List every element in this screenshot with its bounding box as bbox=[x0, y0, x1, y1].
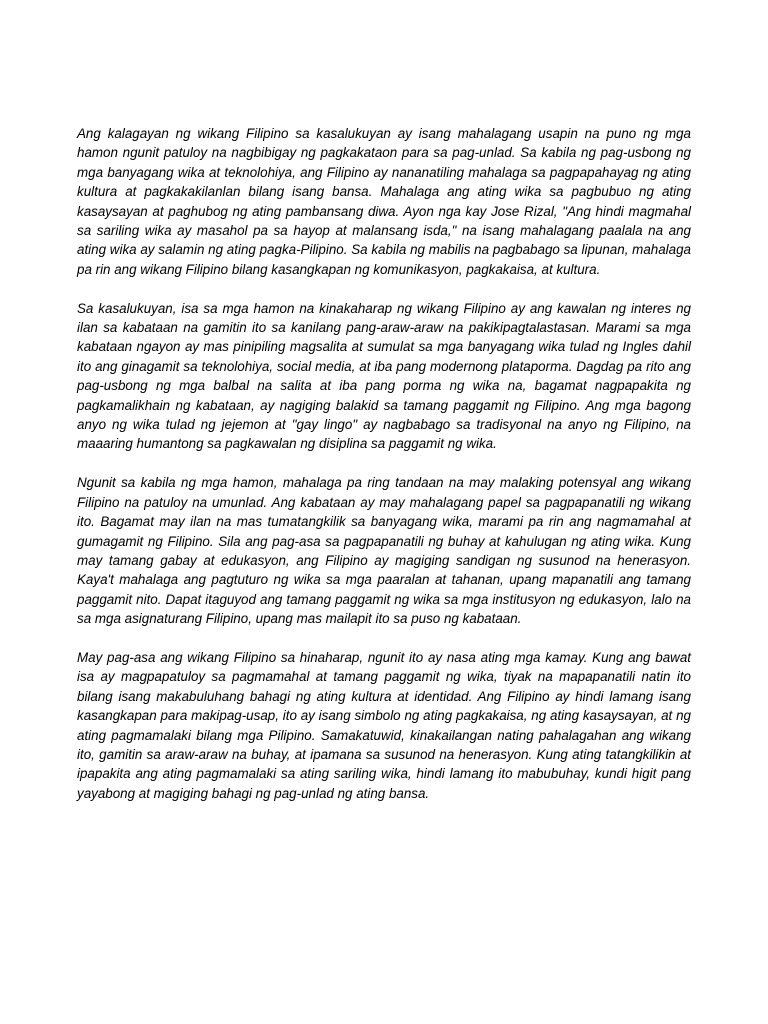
paragraph-1: Ang kalagayan ng wikang Filipino sa kasalukuyan ay isang mahalagang usapin na puno ng mga hamon ngunit patuloy na nagbibigay ng pagkakataon para sa pag-unlad. Sa kabila ng pag-usbong ng mga banyagang wika at teknolohiya, ang Filipino ay nananatiling mahalaga sa pagpapahayag ng ating kultura at pagkakakilanlan bilang isang bansa. Mahalaga ang ating wika sa pagbubuo ng ating kasaysayan at paghubog ng ating pambansang diwa. Ayon nga kay Jose Rizal, "Ang hindi magmahal sa sariling wika ay masahol pa sa hayop at malansang isda," na isang mahalagang paalala na ang ating wika ay salamin ng ating pagka-Pilipino. Sa kabila ng mabilis na pagbabago sa lipunan, mahalaga pa rin ang wikang Filipino bilang kasangkapan ng komunikasyon, pagkakaisa, at kultura. bbox=[77, 126, 691, 277]
paragraph-4: May pag-asa ang wikang Filipino sa hinaharap, ngunit ito ay nasa ating mga kamay. Kung ang bawat isa ay magpapatuloy sa pagmamahal at tamang paggamit ng wika, tiyak na mapapanatili natin ito bilang isang makabuluhang bahagi ng ating kultura at identidad. Ang Filipino ay hindi lamang isang kasangkapan para makipag-usap, ito ay isang simbolo ng ating pagkakaisa, ng ating kasaysayan, at ng ating pagmamalaki bilang mga Pilipino. Samakatuwid, kinakailangan nating pahalagahan ang wikang ito, gamitin sa araw-araw na buhay, at ipamana sa susunod na henerasyon. Kung ating tatangkilikin at ipapakita ang ating pagmamalaki sa ating sariling wika, hindi lamang ito mabubuhay, kundi higit pang yayabong at magiging bahagi ng pag-unlad ng ating bansa. bbox=[77, 649, 691, 801]
document-body bbox=[77, 124, 691, 823]
paragraph-3: Ngunit sa kabila ng mga hamon, mahalaga pa ring tandaan na may malaking potensyal ang wikang Filipino na patuloy na umunlad. Ang kabataan ay may mahalagang papel sa pagpapanatili ng wikang ito. Bagamat may ilan na mas tumatangkilik sa banyagang wika, marami pa rin ang nagmamahal at gumagamit ng Filipino. Sila ang pag-asa sa pagpapanatili ng buhay at kahulugan ng ating wika. Kung may tamang gabay at edukasyon, ang Filipino ay magiging sandigan ng susunod na henerasyon. Kaya't mahalaga ang pagtuturo ng wika sa mga paaralan at tahanan, upang mapanatili ang tamang paggamit nito. Dapat itaguyod ang tamang paggamit ng wika sa mga institusyon ng edukasyon, lalo na sa mga asignaturang Filipino, upang mas mailapit ito sa puso ng kabataan. bbox=[77, 475, 691, 627]
paragraph-2: Sa kasalukuyan, isa sa mga hamon na kinakaharap ng wikang Filipino ay ang kawalan ng interes ng ilan sa kabataan na gamitin ito sa kanilang pang-araw-araw na pakikipagtalastasan. Marami sa mga kabataan ngayon ay mas pinipiling magsalita at sumulat sa mga banyagang wika tulad ng Ingles dahil ito ang ginagamit sa teknolohiya, social media, at iba pang modernong plataporma. Dagdag pa rito ang pag-usbong ng mga balbal na salita at iba pang porma ng wika na, bagamat nagpapakita ng pagkamalikhain ng kabataan, ay nagiging balakid sa tamang paggamit ng Filipino. Ang mga bagong anyo ng wika tulad ng jejemon at "gay lingo" ay nagbabago sa tradisyonal na anyo ng Filipino, na maaaring humantong sa pagkawalan ng disiplina sa paggamit ng wika. bbox=[77, 300, 691, 452]
